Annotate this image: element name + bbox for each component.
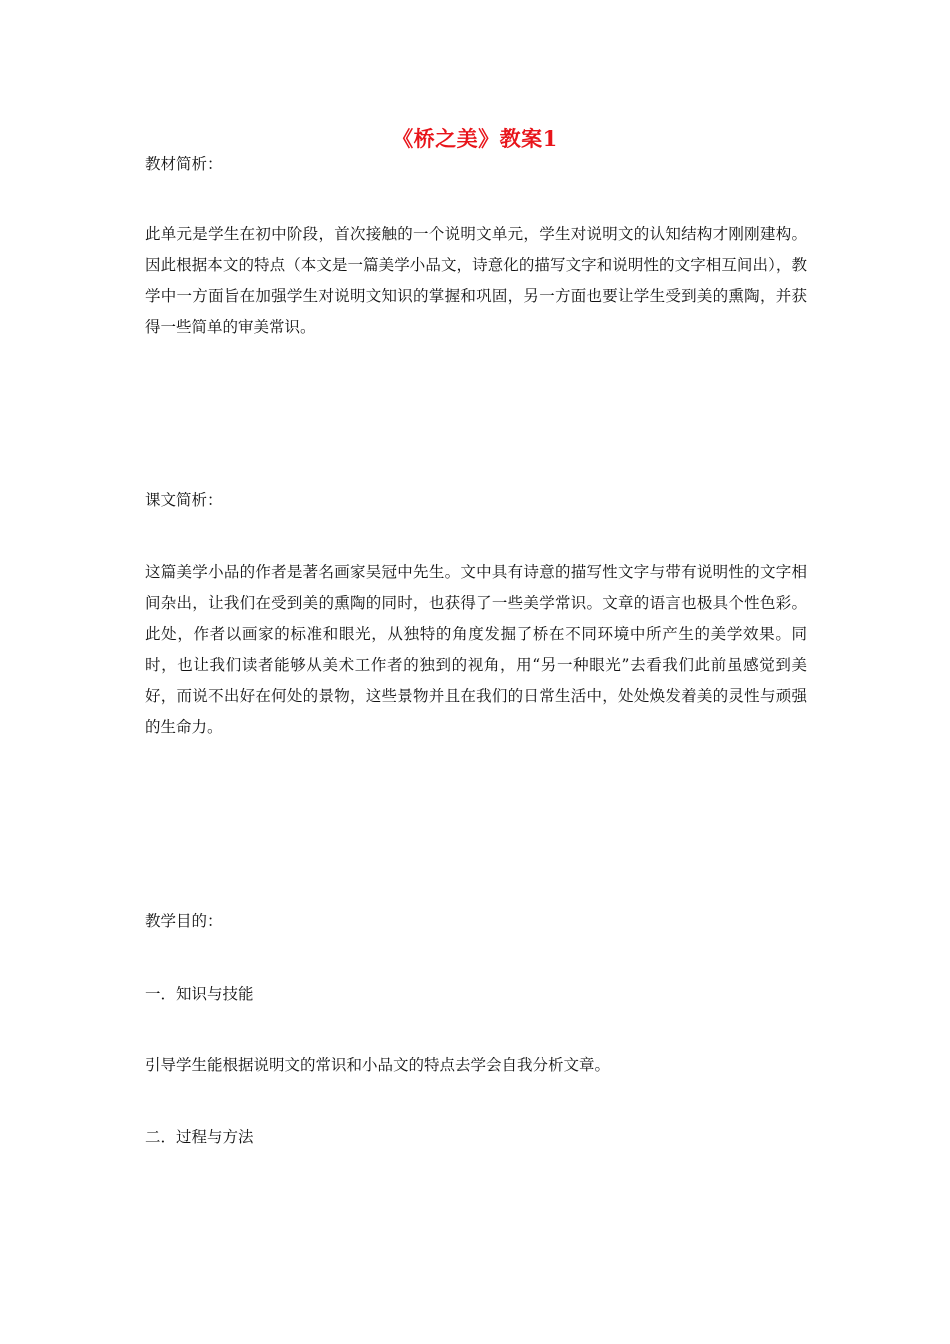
- knowledge-skill-paragraph: 引导学生能根据说明文的常识和小品文的特点去学会自我分析文章。: [145, 1056, 611, 1074]
- text-analysis-paragraph: 这篇美学小品的作者是著名画家吴冠中先生。文中具有诗意的描写性文字与带有说明性的文字相间杂出，让我们在受到美的熏陶的同时，也获得了一些美学常识。文章的语言也极具个性色彩。此处，作者以画家的标准和眼光，从独特的角度发掘了桥在不同环境中所产生的美学效果。同时，也让我们读者能够从美术工作者的独到的视角，用“另一种眼光”去看我们此前虽感觉到美好，而说不出好在何处的景物，这些景物并且在我们的日常生活中，处处焕发着美的灵性与顽强的生命力。: [145, 563, 807, 736]
- knowledge-skill-heading: 一．知识与技能: [145, 985, 254, 1003]
- material-analysis-paragraph: 此单元是学生在初中阶段，首次接触的一个说明文单元，学生对说明文的认知结构才刚刚建构。因此根据本文的特点（本文是一篇美学小品文，诗意化的描写文字和说明性的文字相互间出），教学中一方面旨在加强学生对说明文知识的掌握和巩固，另一方面也要让学生受到美的熏陶，并获得一些简单的审美常识。: [145, 225, 807, 336]
- material-analysis-heading: 教材简析：: [145, 155, 223, 173]
- process-method-heading: 二．过程与方法: [145, 1128, 254, 1146]
- text-analysis-heading: 课文简析：: [145, 491, 223, 509]
- teaching-goal-heading: 教学目的：: [145, 912, 223, 930]
- document-title: 《桥之美》教案1: [392, 126, 558, 151]
